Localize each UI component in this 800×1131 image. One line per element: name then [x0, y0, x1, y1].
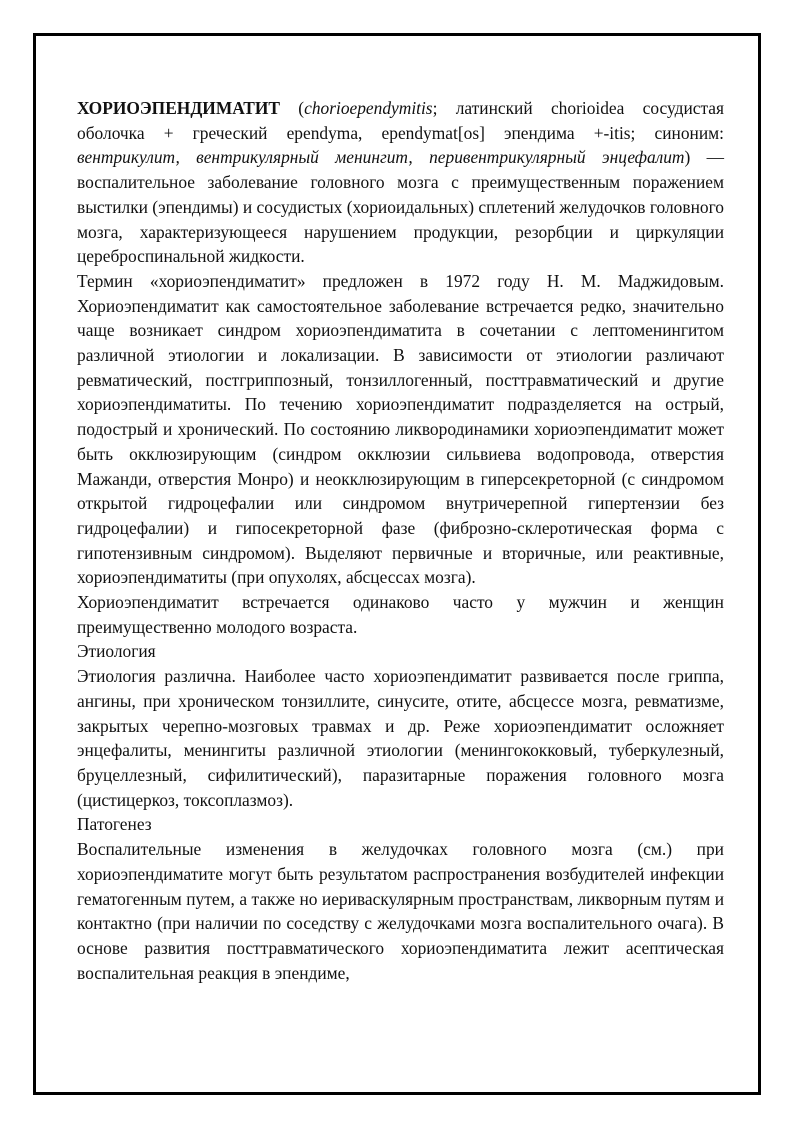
- intro-paragraph: [77, 96, 724, 269]
- intro-text-3: ) — воспалительное заболевание головного мозга с преимущественным поражением выстилки (эпендимы) и сосудистых (хориоидальных) сплетений желудочков головного мозга, характеризующееся нарушением продукции, резорбции и циркуляции цереброспинальной жидкости.: [77, 147, 725, 267]
- intro-text-1: (: [280, 98, 305, 118]
- article-term: ХОРИОЭПЕНДИМАТИТ: [77, 98, 280, 118]
- pathogenesis-paragraph: Воспалительные изменения в желудочках головного мозга (см.) при хориоэпендиматите могут быть результатом распространения возбудителей инфекции гематогенным путем, а также но иериваскулярным пространствам, ликворным путям и контактно (при наличии по соседству с желудочками мозга воспалительного очага). В основе развития посттравматического хориоэпендиматита лежит асептическая воспалительная реакция в эпендиме,: [77, 839, 724, 983]
- document-body: [77, 96, 724, 985]
- latin-name: chorioependymitis: [304, 98, 433, 118]
- intro-text-2: ; латинский chorioidea сосудистая оболочка + греческий ependyma, ependymat[os] эпендима +-itis; синоним:: [77, 98, 724, 143]
- epidemiology-paragraph: Хориоэпендиматит встречается одинаково часто у мужчин и женщин преимущественно молодого возраста.: [77, 592, 724, 637]
- pathogenesis-heading: Патогенез: [77, 814, 152, 835]
- classification-paragraph: Термин «хориоэпендиматит» предложен в 1972 году Н. М. Маджидовым. Хориоэпендиматит как самостоятельное заболевание встречается редко, значительно чаще возникает синдром хориоэпендиматита в сочетании с лептоменингитом различной этиологии и локализации. В зависимости от этиологии различают ревматический, постгриппозный, тонзиллогенный, посттравматический и другие хориоэпендиматиты. По течению хориоэпендиматит подразделяется на острый, подострый и хронический. По состоянию ликвородинамики хориоэпендиматит может быть окклюзирующим (синдром окклюзии сильвиева водопровода, отверстия Мажанди, отверстия Монро) и неокклюзирующим в гиперсекреторной (с синдромом открытой гидроцефалии или синдромом внутричерепной гипертензии без гидроцефалии) и гипосекреторной фазе (фиброзно-склеротическая форма с гипотензивным синдромом). Выделяют первичные и вторичные, или реактивные, хориоэпендиматиты (при опухолях, абсцессах мозга).: [77, 270, 724, 588]
- etiology-heading: Этиология: [77, 641, 156, 662]
- etiology-paragraph: Этиология различна. Наиболее часто хориоэпендиматит развивается после гриппа, ангины, при хроническом тонзиллите, синусите, отите, абсцессе мозга, ревматизме, закрытых черепно-мозговых травмах и др. Реже хориоэпендиматит осложняет энцефалиты, менингиты различной этиологии (менингококковый, туберкулезный, бруцеллезный, сифилитический), паразитарные поражения головного мозга (цистицеркоз, токсоплазмоз).: [77, 666, 724, 810]
- synonyms-list: вентрикулит, вентрикулярный менингит, перивентрикулярный энцефалит: [77, 147, 685, 168]
